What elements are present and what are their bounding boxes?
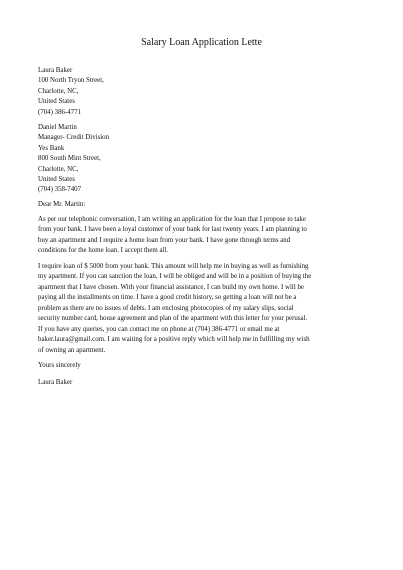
paragraph-line: I require loan of $ 5000 from your bank. This amount will help me in buying as well as furnishing <box>38 263 309 270</box>
recipient-name: Daniel Martin <box>38 124 77 131</box>
sender-street: 100 North Tryon Street, <box>38 77 104 85</box>
paragraph-line: my apartment. If you can sanction the loan, I will be obliged and will be in a position of buying the <box>38 273 312 281</box>
sender-name: Laura Baker <box>38 67 73 74</box>
paragraph-line: As per our telephonic conversation, I am writing an application for the loan that I propose to take <box>38 216 306 223</box>
sender-country: United States <box>38 98 75 106</box>
signature-name: Laura Baker <box>38 379 73 386</box>
recipient-street: 800 South Mint Street, <box>38 155 101 163</box>
document-title: Salary Loan Application Lette <box>141 37 262 48</box>
recipient-phone: (704) 358-7407 <box>38 186 82 194</box>
paragraph-line: apartment that I have chosen. With your financial assistance, I can build my own home. I will be <box>38 283 304 291</box>
recipient-title: Manager- Credit Division <box>38 134 110 142</box>
paragraph-2 <box>38 262 366 324</box>
paragraph-line: If you have any queries, you can contact me on phone at (704) 386-4771 or email me at <box>38 326 280 333</box>
recipient-city: Charlotte, NC, <box>38 165 79 173</box>
sender-address <box>38 66 368 118</box>
paragraph-line: baker.laura@gmail.com. I am waiting for a positive reply which will help me in fulfilling my wish <box>38 336 310 344</box>
paragraph-line: buy an apartment and I require a home loan from your bank. I have gone through terms and <box>38 236 291 244</box>
sender-city: Charlotte, NC, <box>38 87 79 95</box>
paragraph-line: from your bank. I have been a loyal customer of your bank for last twenty years. I am planning to <box>38 226 307 234</box>
paragraph-3 <box>38 325 366 356</box>
paragraph-line: of owning an apartment. <box>38 346 106 354</box>
recipient-address <box>38 123 368 196</box>
paragraph-line: conditions for the home loan. I accept them all. <box>38 247 169 255</box>
paragraph-1 <box>38 215 366 257</box>
salutation: Dear Mr. Martin: <box>38 201 86 208</box>
paragraph-line: problem as there are no issues of debts. I am enclosing photocopies of my salary slips, social <box>38 304 294 312</box>
recipient-bank: Yes Bank <box>38 144 65 152</box>
paragraph-line: paying all the installments on time. I have a good credit history, so getting a loan will not be a <box>38 294 297 302</box>
closing: Yours sincerely <box>38 362 81 369</box>
paragraph-line: security number card, house agreement and plan of the apartment with this letter for your perusal. <box>38 315 308 323</box>
sender-phone: (704) 386-4771 <box>38 108 82 116</box>
recipient-country: United States <box>38 176 75 184</box>
